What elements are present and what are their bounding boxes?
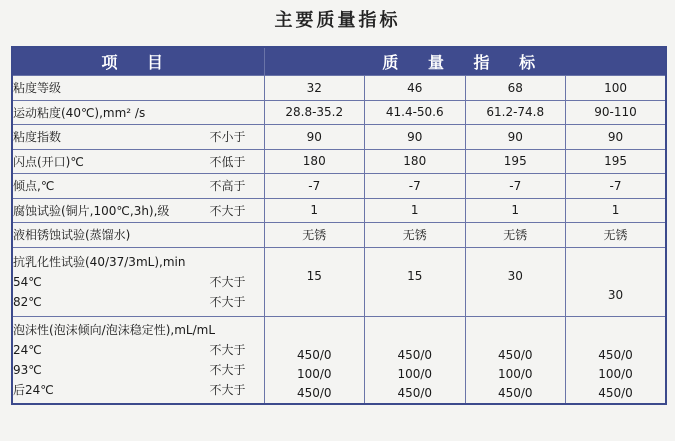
table-row xyxy=(12,223,666,248)
value-cell: 无锈 xyxy=(264,223,365,248)
row-condition: 不高于 xyxy=(209,179,246,194)
value-54: 30 xyxy=(507,268,523,283)
foam-value: 450/0 xyxy=(296,347,332,362)
sub-condition: 不大于 xyxy=(209,294,246,309)
value-82: 30 xyxy=(607,287,624,302)
value-cell xyxy=(566,316,667,404)
value-cell: 90 xyxy=(365,125,466,150)
sub-condition: 不大于 xyxy=(209,274,246,289)
table-row xyxy=(12,100,666,125)
value-cell: 无锈 xyxy=(365,223,466,248)
value-cell: 无锈 xyxy=(566,223,667,248)
page-title: 主要质量指标 xyxy=(274,10,401,31)
sub-condition: 不大于 xyxy=(209,382,246,397)
value-cell: 46 xyxy=(365,76,466,101)
value-cell xyxy=(264,247,365,316)
foam-value: 450/0 xyxy=(497,385,533,400)
row-label: 运动粘度(40℃),mm² /s xyxy=(13,105,146,120)
table-row xyxy=(12,76,666,101)
foam-value: 450/0 xyxy=(497,347,533,362)
sub-temp: 82℃ xyxy=(13,294,42,309)
table-row xyxy=(12,125,666,150)
value-cell: 无锈 xyxy=(465,223,566,248)
sub-condition: 不大于 xyxy=(209,342,246,357)
value-cell: -7 xyxy=(566,174,667,199)
row-label: 抗乳化性试验(40/37/3mL),min xyxy=(13,254,186,269)
row-label-cell xyxy=(12,125,264,150)
row-label: 粘度指数 xyxy=(13,130,62,145)
value-cell: 41.4-50.6 xyxy=(365,100,466,125)
row-condition: 不小于 xyxy=(209,130,246,145)
value-cell xyxy=(365,247,466,316)
value-cell: 1 xyxy=(465,198,566,223)
foam-value: 100/0 xyxy=(397,366,433,381)
table-row xyxy=(12,198,666,223)
row-condition: 不低于 xyxy=(209,154,246,169)
row-label-cell xyxy=(12,223,264,248)
value-cell: 68 xyxy=(465,76,566,101)
value-cell: 1 xyxy=(264,198,365,223)
value-cell: 32 xyxy=(264,76,365,101)
value-cell xyxy=(365,316,466,404)
value-54: 15 xyxy=(407,268,423,283)
header-item: 项 目 xyxy=(12,47,264,76)
foam-value: 450/0 xyxy=(598,347,633,362)
row-label: 泡沫性(泡沫倾向/泡沫稳定性),mL/mL xyxy=(13,322,216,337)
value-cell: 195 xyxy=(465,149,566,174)
sub-temp: 54℃ xyxy=(13,274,42,289)
value-cell xyxy=(264,316,365,404)
table-row xyxy=(12,174,666,199)
table-header-row xyxy=(12,47,666,76)
sub-condition: 不大于 xyxy=(209,362,246,377)
row-label: 粘度等级 xyxy=(13,81,62,96)
value-cell xyxy=(465,316,566,404)
foam-value: 100/0 xyxy=(497,366,533,381)
row-label: 液相锈蚀试验(蒸馏水) xyxy=(13,228,131,243)
quality-spec-table xyxy=(11,46,667,405)
value-cell: 1 xyxy=(365,198,466,223)
value-cell: -7 xyxy=(264,174,365,199)
row-label: 闪点(开口)℃ xyxy=(13,154,84,169)
value-54: 15 xyxy=(306,268,322,283)
row-label-cell xyxy=(12,198,264,223)
value-cell: 100 xyxy=(566,76,667,101)
foam-value: 450/0 xyxy=(397,385,433,400)
value-cell: -7 xyxy=(365,174,466,199)
row-label-cell xyxy=(12,149,264,174)
sub-temp: 后24℃ xyxy=(13,382,54,397)
foam-value: 450/0 xyxy=(397,347,433,362)
sub-temp: 24℃ xyxy=(13,342,42,357)
value-cell: 90 xyxy=(465,125,566,150)
value-cell: 61.2-74.8 xyxy=(465,100,566,125)
value-cell: 90 xyxy=(566,125,667,150)
foam-value: 100/0 xyxy=(598,366,633,381)
sub-temp: 93℃ xyxy=(13,362,42,377)
row-label-cell xyxy=(12,76,264,101)
table-row xyxy=(12,149,666,174)
value-cell: 180 xyxy=(264,149,365,174)
row-label-cell xyxy=(12,174,264,199)
row-label-cell xyxy=(12,316,264,404)
table-row-demulsibility xyxy=(12,247,666,316)
value-cell: 180 xyxy=(365,149,466,174)
value-cell xyxy=(465,247,566,316)
row-label: 倾点,℃ xyxy=(13,179,55,194)
foam-value: 450/0 xyxy=(598,385,633,400)
row-label: 腐蚀试验(铜片,100℃,3h),级 xyxy=(13,203,170,218)
value-cell: -7 xyxy=(465,174,566,199)
row-label-cell xyxy=(12,247,264,316)
value-cell: 195 xyxy=(566,149,667,174)
value-cell: 1 xyxy=(566,198,667,223)
row-condition: 不大于 xyxy=(209,203,246,218)
foam-value: 100/0 xyxy=(296,366,332,381)
row-label-cell xyxy=(12,100,264,125)
value-cell: 28.8-35.2 xyxy=(264,100,365,125)
value-cell xyxy=(566,247,667,316)
value-cell: 90 xyxy=(264,125,365,150)
header-quality: 质 量 指 标 xyxy=(264,47,666,76)
foam-value: 450/0 xyxy=(296,385,332,400)
table-row-foam xyxy=(12,316,666,404)
value-cell: 90-110 xyxy=(566,100,667,125)
